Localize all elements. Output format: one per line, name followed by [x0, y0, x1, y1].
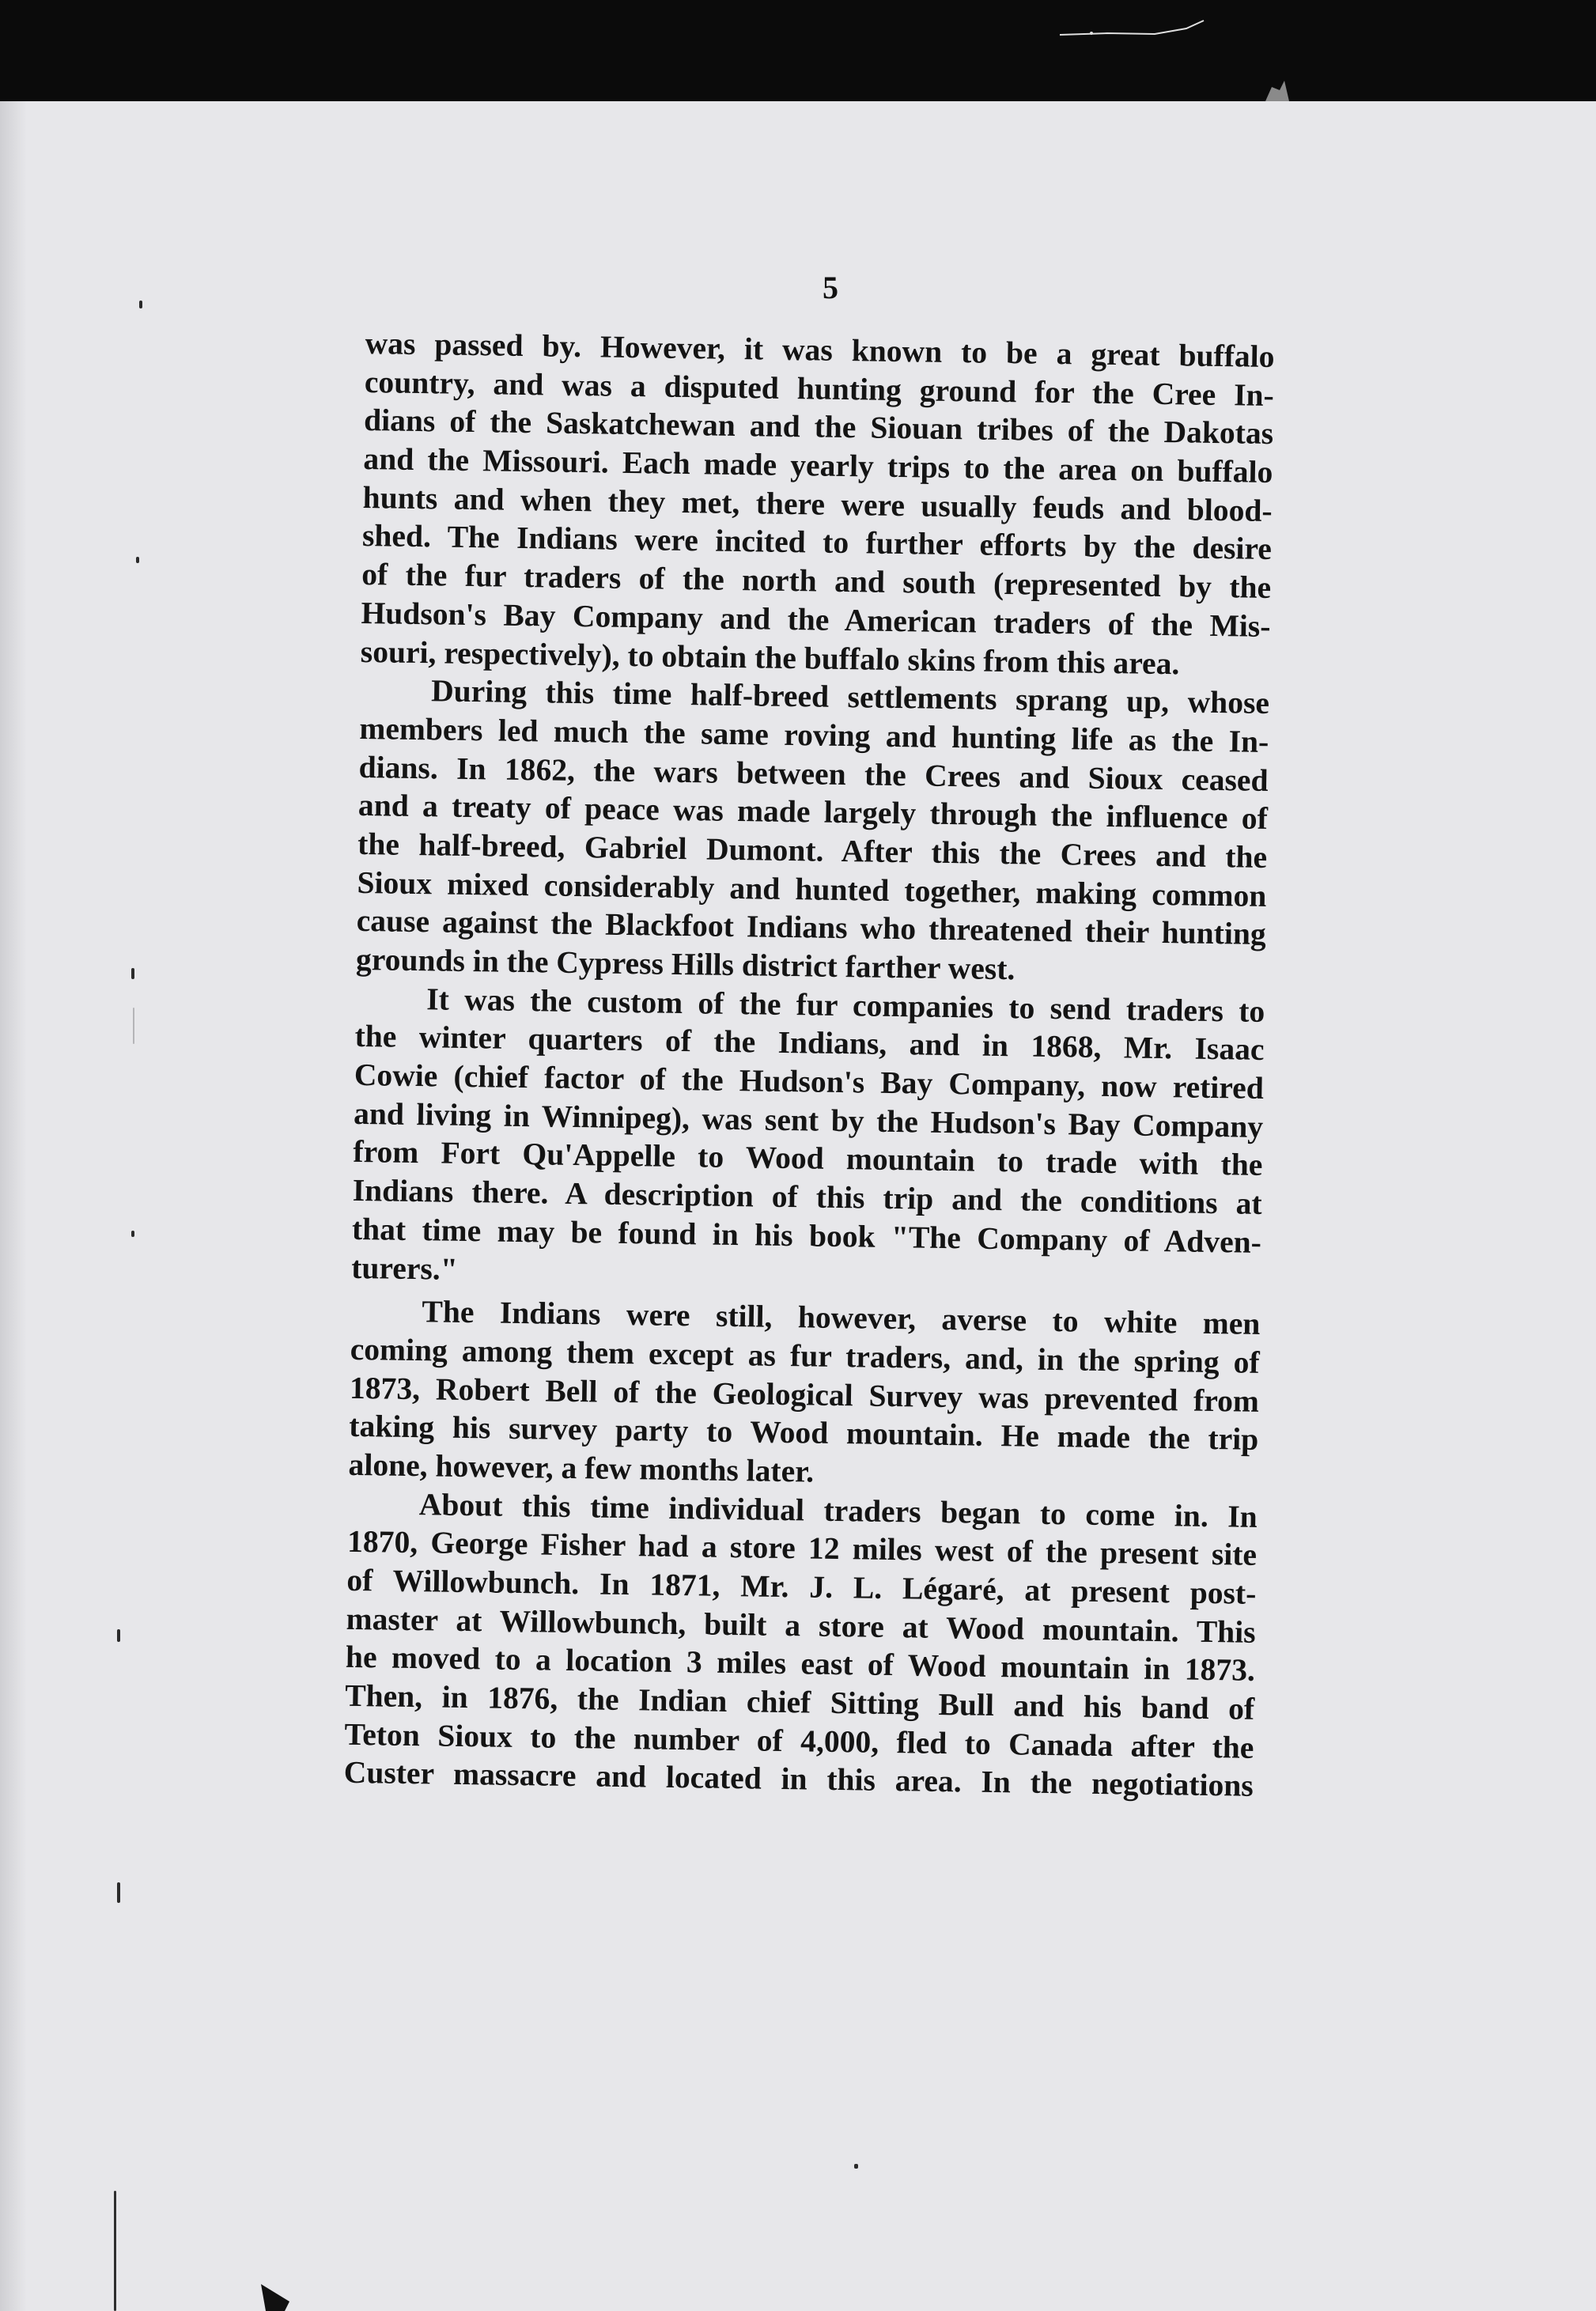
text-line: grounds in the Cypress Hills district farther west.: [355, 941, 1015, 987]
text-line: dians. In 1862, the wars between the Crees and Sioux ceased: [358, 749, 1269, 798]
text-line: Cowie (chief factor of the Hudson's Bay Company, now retired: [354, 1057, 1265, 1106]
text-line: 1870, George Fisher had a store 12 miles west of the present site: [346, 1524, 1258, 1573]
text-line: master at Willowbunch, built a store at Wood mountain. This: [346, 1601, 1256, 1650]
text-line: the half-breed, Gabriel Dumont. After this the Crees and the: [357, 826, 1268, 875]
text-line: It was the custom of the fur companies to send traders to: [426, 981, 1265, 1029]
text-line: was passed by. However, it was known to be a great buffalo: [365, 325, 1275, 375]
page-number: 5: [823, 270, 838, 305]
margin-speck: [114, 2191, 116, 2311]
text-line: Indians there. A description of this trip and the conditions at: [352, 1173, 1262, 1222]
text-line: taking his survey party to Wood mountain. He made the trip: [349, 1409, 1259, 1458]
text-line: of the fur traders of the north and south (represented by the: [361, 557, 1272, 606]
text-line: and living in Winnipeg), was sent by the Hudson's Bay Company: [353, 1095, 1264, 1144]
text-line: of Willowbunch. In 1871, Mr. J. L. Légaré, at present post-: [346, 1562, 1257, 1611]
text-line: shed. The Indians were incited to further efforts by the desire: [361, 518, 1273, 567]
text-line: During this time half-breed settlements sprang up, whose: [430, 673, 1270, 721]
text-line: 1873, Robert Bell of the Geological Survey was prevented from: [349, 1370, 1260, 1419]
text-line: and a treaty of peace was made largely through the influence of: [357, 788, 1269, 837]
text-line: members led much the same roving and hunting life as the In-: [359, 710, 1269, 759]
text-line: the winter quarters of the Indians, and in 1868, Mr. Isaac: [354, 1019, 1265, 1068]
text-line: Sioux mixed considerably and hunted together, making common: [357, 864, 1267, 913]
page-gutter-shadow: [0, 101, 27, 2311]
text-line: souri, respectively), to obtain the buffalo skins from this area.: [360, 634, 1180, 681]
text-line: cause against the Blackfoot Indians who threatened their hunting: [356, 903, 1267, 952]
margin-speck: [117, 1882, 120, 1903]
text-line: country, and was a disputed hunting ground for the Cree In-: [364, 364, 1275, 413]
margin-speck: [139, 301, 142, 308]
text-line: Hudson's Bay Company and the American traders of the Mis-: [361, 595, 1271, 644]
bottom-ink-mark: [261, 2284, 293, 2311]
margin-speck: [117, 1629, 120, 1642]
text-line: Then, in 1876, the Indian chief Sitting Bull and his band of: [344, 1677, 1255, 1727]
text-line: turers.": [350, 1250, 459, 1287]
margin-speck: [133, 1008, 134, 1044]
margin-speck: [131, 968, 134, 979]
top-scratch-mark: [1060, 17, 1218, 41]
text-line: hunts and when they met, there were usually feuds and blood-: [362, 479, 1273, 528]
text-line: alone, however, a few months later.: [348, 1447, 815, 1489]
margin-speck: [136, 557, 139, 563]
text-line: Teton Sioux to the number of 4,000, fled to Canada after the: [344, 1716, 1254, 1765]
text-line: The Indians were still, however, averse to white men: [422, 1294, 1261, 1342]
margin-speck: [854, 2164, 858, 2169]
text-line: he moved to a location 3 miles east of Wood mountain in 1873.: [345, 1640, 1256, 1689]
body-text: [343, 324, 1274, 1806]
margin-speck: [131, 1231, 134, 1237]
text-line: Custer massacre and located in this area. In the negotiations: [343, 1755, 1254, 1804]
text-line: dians of the Saskatchewan and the Siouan tribes of the Dakotas: [363, 403, 1274, 452]
text-line: coming among them except as fur traders, and, in the spring of: [350, 1331, 1260, 1380]
corner-smudge-mark: [1265, 79, 1289, 101]
text-line: and the Missouri. Each made yearly trips to the area on buffalo: [363, 441, 1273, 490]
text-line: that time may be found in his book "The Company of Adven-: [351, 1211, 1262, 1260]
text-line: About this time individual traders began to come in. In: [418, 1486, 1258, 1534]
text-line: from Fort Qu'Appelle to Wood mountain to trade with the: [353, 1134, 1263, 1183]
